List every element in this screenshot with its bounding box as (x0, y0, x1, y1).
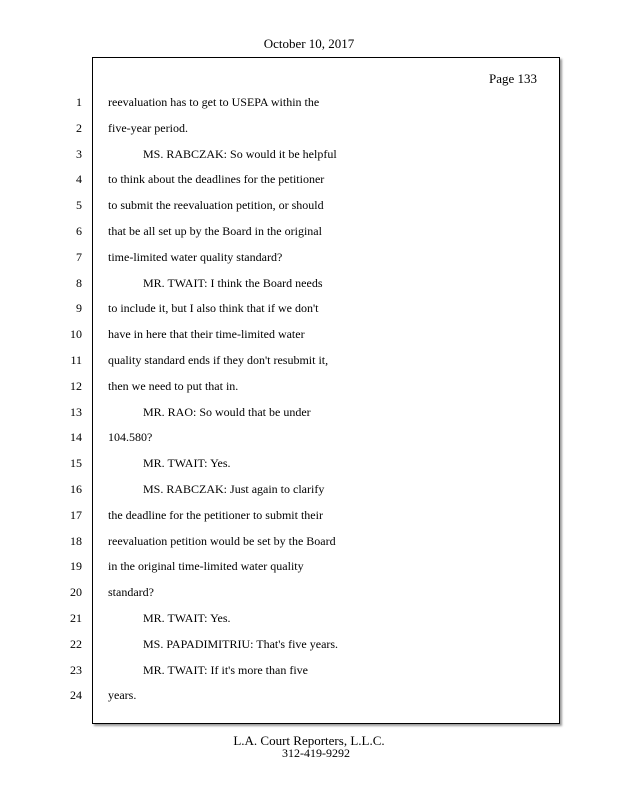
line-number: 22 (70, 636, 82, 651)
transcript-line: MR. RAO: So would that be under (143, 404, 311, 419)
line-number: 7 (76, 249, 82, 264)
line-number: 10 (70, 327, 82, 342)
transcript-line: MS. RABCZAK: So would it be helpful (143, 146, 337, 161)
line-number: 19 (70, 559, 82, 574)
line-number: 24 (70, 688, 82, 703)
line-number: 2 (76, 120, 82, 135)
transcript-line: MS. PAPADIMITRIU: That's five years. (143, 636, 339, 651)
transcript-line: have in here that their time-limited water (108, 327, 305, 342)
transcript-line: five-year period. (108, 120, 188, 135)
transcript-line: to submit the reevaluation petition, or should (108, 198, 324, 213)
transcript-line: years. (108, 688, 137, 703)
transcript-line: standard? (108, 585, 154, 600)
line-number: 11 (70, 353, 82, 367)
line-number: 23 (70, 662, 82, 677)
transcript-line: 104.580? (108, 430, 153, 445)
transcript-line: reevaluation petition would be set by the Board (108, 533, 336, 548)
transcript-page (92, 57, 560, 724)
transcript-line: in the original time-limited water quality (108, 559, 304, 574)
line-number: 8 (76, 275, 82, 290)
transcript-line: MR. TWAIT: I think the Board needs (143, 275, 323, 290)
transcript-line: that be all set up by the Board in the original (108, 224, 322, 238)
line-number: 18 (70, 533, 82, 548)
line-number: 4 (76, 172, 82, 187)
transcript-line: MS. RABCZAK: Just again to clarify (143, 482, 325, 496)
line-number: 20 (70, 585, 82, 600)
line-number: 9 (76, 301, 82, 316)
line-number: 3 (76, 146, 82, 161)
line-number: 13 (70, 404, 82, 419)
transcript-line: quality standard ends if they don't resubmit it, (108, 353, 329, 367)
footer-phone: 312-419-9292 (282, 746, 350, 760)
transcript-line: MR. TWAIT: Yes. (143, 611, 231, 625)
line-number: 14 (70, 430, 82, 445)
header-date: October 10, 2017 (263, 36, 355, 51)
footer-company: L.A. Court Reporters, L.L.C. (233, 733, 385, 748)
page-number: Page 133 (488, 71, 537, 86)
transcript-line: the deadline for the petitioner to submit their (108, 507, 323, 522)
transcript-line: to think about the deadlines for the petitioner (108, 172, 325, 187)
transcript-line: then we need to put that in. (108, 378, 239, 393)
transcript-line: to include it, but I also think that if we don't (108, 301, 319, 316)
line-number: 21 (70, 611, 82, 625)
transcript-line: time-limited water quality standard? (108, 249, 283, 264)
line-number: 15 (70, 456, 82, 471)
line-number: 17 (70, 507, 82, 522)
transcript-line: MR. TWAIT: If it's more than five (143, 662, 308, 677)
transcript-line: reevaluation has to get to USEPA within the (108, 95, 320, 109)
line-number: 12 (70, 378, 82, 393)
line-number: 16 (70, 482, 82, 496)
line-number: 1 (76, 95, 82, 109)
transcript-line: MR. TWAIT: Yes. (143, 456, 231, 471)
line-number: 5 (76, 198, 82, 213)
line-number: 6 (76, 224, 82, 238)
